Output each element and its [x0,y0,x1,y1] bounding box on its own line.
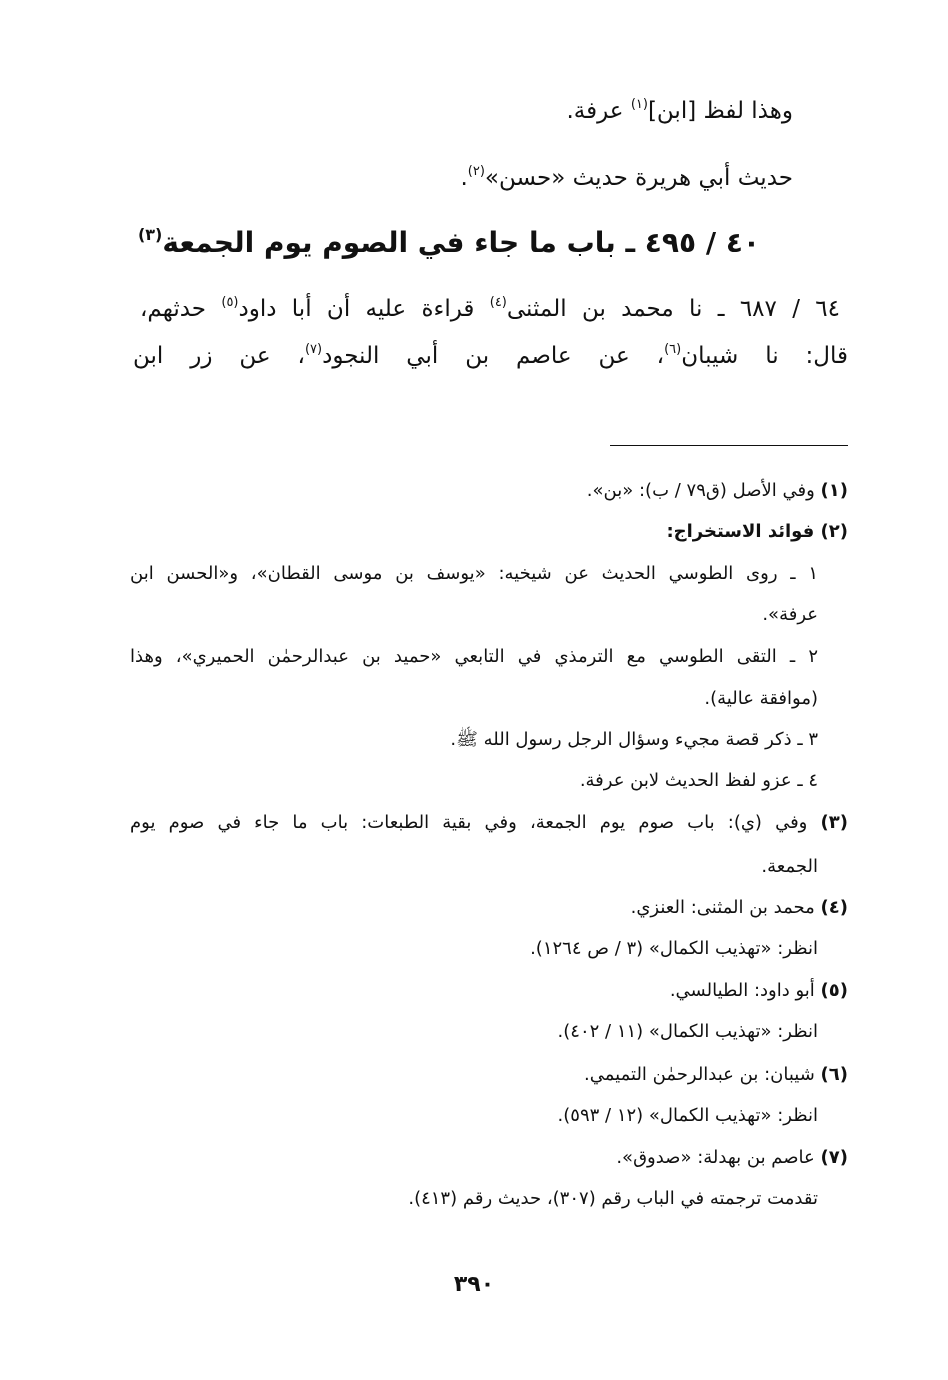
page-number: ٣٩٠ [453,1272,495,1297]
footnote-6-reference-text: انظر: «تهذيب الكمال» (١٢ / ٥٩٣). [557,1105,818,1126]
hadith-line-1-c: حدثهم، [140,296,222,322]
main-text-line-1-a: وهذا لفظ [ابن] [647,98,793,124]
footnote-2-item-4 [580,770,818,792]
footnote-1-number: (١) [820,480,848,501]
footnote-2-item-2-line-2 [704,688,818,710]
footnote-4-reference-text: انظر: «تهذيب الكمال» (٣ / ص ١٢٦٤). [530,938,818,959]
footnote-3-text: وفي (ي): باب صوم يوم الجمعة، وفي بقية الطبعات: باب ما جاء في صوم يوم [130,812,808,833]
footnote-4-number: (٤) [820,897,848,918]
footnote-5-reference [558,1021,818,1043]
footnote-2-item-2-line-2-text: (موافقة عالية). [704,688,818,709]
footnote-ref-6: (٦) [664,342,682,357]
footnote-5-number: (٥) [820,980,848,1001]
footnote-ref-4: (٤) [489,295,507,310]
footnote-1-text: وفي الأصل (ق٧٩ / ب): «بن». [586,480,815,501]
footnote-6-reference [558,1105,818,1127]
footnote-7-reference [408,1188,818,1210]
footnote-4-reference [530,938,818,960]
footnote-3-number: (٣) [820,812,848,833]
footnote-ref-5: (٥) [221,295,239,310]
footnote-7-text: عاصم بن بهدلة: «صدوق». [616,1147,815,1168]
chapter-heading-text: ٤٠ / ٤٩٥ ـ باب ما جاء في الصوم يوم الجمعة [162,226,760,259]
hadith-paragraph-line-2 [133,343,848,371]
footnote-2-item-4-text: ٤ ـ عزو لفظ الحديث لابن عرفة. [579,770,818,791]
footnote-2 [666,521,848,543]
footnote-separator [610,445,848,446]
footnote-2-item-1-line-1-text: ١ ـ روى الطوسي الحديث عن شيخيه: «يوسف بن موسى القطان»، و«الحسن ابن [130,563,818,584]
footnote-5 [670,980,848,1002]
footnote-2-number: (٢) [820,521,848,542]
main-text-line-2 [460,165,793,193]
footnote-5-text: أبو داود: الطيالسي. [669,980,815,1001]
footnote-2-text: فوائد الاستخراج: [666,521,815,542]
main-text-line-1-b: عرفة. [566,98,631,124]
hadith-line-2-c: ، عن زر ابن [133,343,305,369]
footnote-ref-2: (٢) [467,164,485,179]
footnote-2-item-3-text: ٣ ـ ذكر قصة مجيء وسؤال الرجل رسول الله ﷺ. [450,729,818,750]
footnote-2-item-2-line-1 [130,646,818,668]
footnote-ref-1: (١) [630,97,648,112]
footnote-2-item-1-line-2-text: عرفة». [762,604,818,625]
footnote-7-reference-text: تقدمت ترجمته في الباب رقم (٣٠٧)، حديث رقم (٤١٣). [408,1188,818,1209]
main-text-line-2-a: حديث أبي هريرة حديث «حسن» [484,165,793,191]
hadith-paragraph-line-1 [140,296,840,324]
footnote-7 [616,1147,848,1169]
footnote-3-line-2-text: الجمعة. [761,856,818,877]
hadith-line-1-b: قراءة عليه أن أبا داود [238,296,490,322]
footnote-6-number: (٦) [820,1064,848,1085]
chapter-heading [138,226,760,260]
footnote-3-line-2 [761,856,818,878]
footnote-2-item-1-line-2 [762,604,818,626]
footnote-4 [631,897,848,919]
hadith-line-1-a: ٦٤ / ٦٨٧ ـ نا محمد بن المثنى [506,296,841,322]
footnote-ref-7: (٧) [304,342,323,357]
main-text-line-1 [566,98,793,126]
hadith-line-2-a: قال: نا شيبان [681,343,848,369]
footnote-2-item-1-line-1 [130,563,818,585]
footnote-1 [587,480,848,502]
footnote-6-text: شيبان: بن عبدالرحمٰن التميمي. [584,1064,815,1085]
footnote-2-item-2-line-1-text: ٢ ـ التقى الطوسي مع الترمذي في التابعي «حميد بن عبدالرحمٰن الحميري»، وهذا [130,646,818,667]
footnote-6 [584,1064,848,1086]
footnote-2-item-3 [450,729,818,751]
footnote-3-line-1 [130,812,848,834]
main-text-line-2-b: . [460,165,468,191]
footnote-ref-3: (٣) [137,225,163,244]
footnote-4-text: محمد بن المثنى: العنزي. [630,897,815,918]
footnote-7-number: (٧) [820,1147,848,1168]
hadith-line-2-b: ، عن عاصم بن أبي النجود [322,343,665,369]
footnote-5-reference-text: انظر: «تهذيب الكمال» (١١ / ٤٠٢). [557,1021,818,1042]
